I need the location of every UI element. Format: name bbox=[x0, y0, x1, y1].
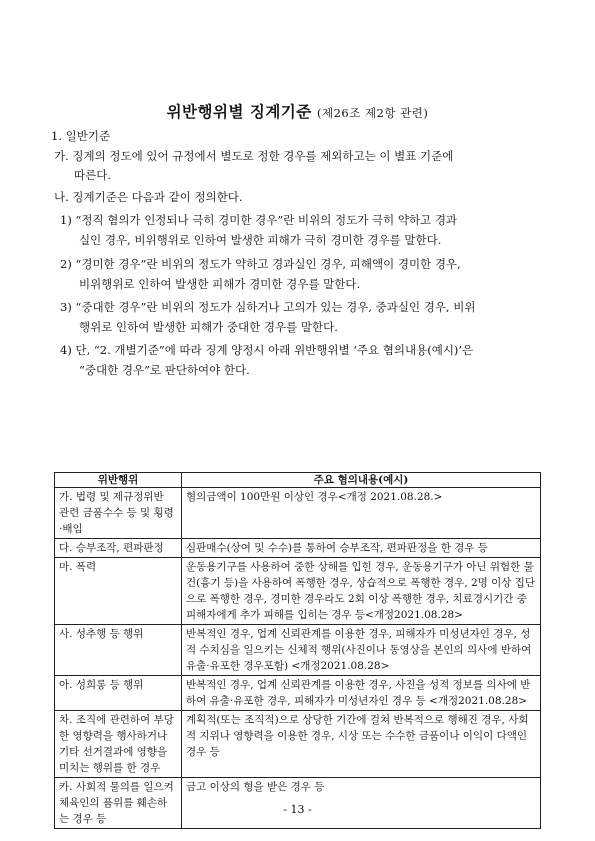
violation-cell: 차. 조직에 관련하여 부당한 영향력을 행사하거나 기타 선거결과에 영향을 미치는 행위를 한 경우 bbox=[55, 711, 182, 778]
title-subtitle: (제26조 제2항 관련) bbox=[317, 106, 429, 120]
body-line: 나. 징계기준은 다음과 같이 정의한다. bbox=[54, 190, 243, 204]
details-cell: 반복적인 경우, 업계 신뢰관계를 이용한 경우, 피해자가 미성년자인 경우, 성적 수치심을 일으키는 신체적 행위(사진이나 동영상을 본인의 의사에 반하여 유출·유포한 경우포함) <개정2021.08.28> bbox=[182, 625, 541, 676]
violation-cell: 다. 승부조작, 편파판정 bbox=[55, 539, 182, 558]
body-line: 따른다. bbox=[74, 168, 111, 182]
body-line: “중대한 경우”로 판단하여야 한다. bbox=[79, 363, 250, 377]
page-title bbox=[0, 100, 595, 122]
body-line: 1) “정직 혐의가 인정되나 극히 경미한 경우”란 비위의 정도가 극히 약하고 경과 bbox=[60, 213, 458, 227]
details-cell: 반복적인 경우, 업계 신뢰관계를 이용한 경우, 사진을 성적 정보를 의사에 반하여 유출·유포한 경우, 피해자가 미성년자인 경우 등 <개정2021.08.28> bbox=[182, 676, 541, 711]
table-row bbox=[55, 558, 541, 625]
body-line: 2) “경미한 경우”란 비위의 정도가 약하고 경과실인 경우, 피해액이 경미한 경우, bbox=[60, 257, 461, 271]
body-line: 3) “중대한 경우”란 비위의 정도가 심하거나 고의가 있는 경우, 중과실인 경우, 비위 bbox=[60, 300, 476, 314]
details-cell: 혐의금액이 100만원 이상인 경우<개정 2021.08.28.> bbox=[182, 488, 541, 539]
body-line: 실인 경우, 비위행위로 인하여 발생한 피해가 극히 경미한 경우를 말한다. bbox=[79, 233, 442, 247]
body-line: 행위로 인하여 발생한 피해가 중대한 경우를 말한다. bbox=[79, 320, 338, 334]
table-row bbox=[55, 539, 541, 558]
table-row bbox=[55, 676, 541, 711]
column-header-details: 주요 혐의내용(예시) bbox=[182, 473, 541, 488]
details-cell: 심판매수(상여 및 수수)를 통하여 승부조작, 편파판정을 한 경우 등 bbox=[182, 539, 541, 558]
title-main: 위반행위별 징계기준 bbox=[166, 102, 312, 121]
details-cell: 계획적(또는 조직적)으로 상당한 기간에 걸쳐 반복적으로 행해진 경우, 사회적 지위나 영향력을 이용한 경우, 시상 또는 수수한 금품이나 이익이 다액인 경우 등 bbox=[182, 711, 541, 778]
violation-table bbox=[54, 472, 541, 829]
table-row bbox=[55, 711, 541, 778]
body-line: 비위행위로 인하여 발생한 피해가 경미한 경우를 말한다. bbox=[79, 277, 361, 291]
details-cell: 금고 이상의 형을 받은 경우 등 bbox=[182, 778, 541, 829]
page-number: - 13 - bbox=[283, 803, 312, 816]
column-header-violation: 위반행위 bbox=[55, 473, 182, 488]
violation-cell: 카. 사회적 물의를 일으켜 체육인의 품위를 훼손하는 경우 등 bbox=[55, 778, 182, 829]
violation-cell: 사. 성추행 등 행위 bbox=[55, 625, 182, 676]
section-heading-general: 1. 일반기준 bbox=[51, 129, 111, 143]
violation-cell: 가. 법령 및 제규정위반 관련 금품수수 등 및 횡령·배임 bbox=[55, 488, 182, 539]
violation-cell: 아. 성희롱 등 행위 bbox=[55, 676, 182, 711]
violation-cell: 마. 폭력 bbox=[55, 558, 182, 625]
table-row bbox=[55, 488, 541, 539]
body-line: 가. 징계의 정도에 있어 규정에서 별도로 정한 경우를 제외하고는 이 별표 기준에 bbox=[54, 149, 454, 163]
table-header-row bbox=[55, 473, 541, 488]
table-row bbox=[55, 625, 541, 676]
details-cell: 운동용기구를 사용하여 중한 상해를 입힌 경우, 운동용기구가 아닌 위험한 물건(흉기 등)을 사용하여 폭행한 경우, 상습적으로 폭행한 경우, 2명 이상 집단으로 폭행한 경우, 경미한 경우라도 2회 이상 폭행한 경우, 치료경시기간 중 피해자에게 추가 피해를 입히는 경우 등<개정2021.08.28> bbox=[182, 558, 541, 625]
body-line: 4) 단, “2. 개별기준”에 따라 징계 양정시 아래 위반행위별 ‘주요 혐의내용(예시)’은 bbox=[60, 343, 474, 357]
